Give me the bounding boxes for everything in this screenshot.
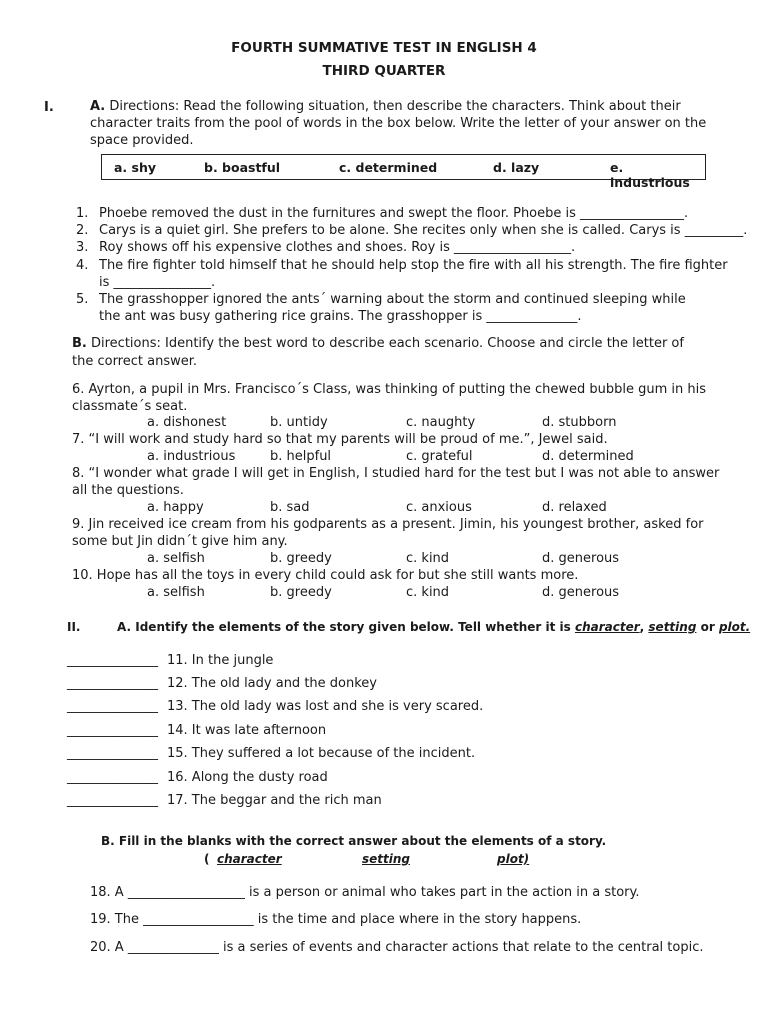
question-text: classmate´s seat. (72, 399, 188, 414)
word-pool-box (101, 154, 706, 190)
question-text: Roy shows off his expensive clothes and shoes. Roy is __________________. (99, 240, 576, 255)
question-text: Carys is a quiet girl. She prefers to be alone. She recites only when she is called. Carys is _________. (99, 223, 748, 238)
choice: d. relaxed (542, 500, 607, 515)
choice: a. selfish (147, 551, 205, 566)
directions-text: Directions: Read the following situation, then describe the characters. Think about their (105, 99, 681, 114)
word-option: b. boastful (204, 160, 281, 175)
list-item: 13. The old lady was lost and she is very scared. (167, 699, 484, 714)
choice: b. untidy (270, 415, 328, 430)
question-text: Phoebe removed the dust in the furnitures and swept the floor. Phoebe is ________________. (99, 206, 689, 221)
choice: c. kind (406, 551, 450, 566)
item-number: 5. (76, 292, 89, 307)
fill-in-item: 18. A __________________ is a person or animal who takes part in the action in a story. (90, 885, 640, 900)
part-two-a-directions (117, 619, 750, 636)
word-option: d. lazy (493, 160, 540, 175)
section-label: A. (90, 99, 106, 114)
answer-blank: ______________ (67, 653, 158, 668)
choice: c. grateful (406, 449, 473, 464)
list-item: 17. The beggar and the rich man (167, 793, 382, 808)
question-text: 9. Jin received ice cream from his godparents as a present. Jimin, his youngest brother, asked for (72, 517, 704, 532)
test-subtitle: THIRD QUARTER (322, 63, 446, 79)
item-number: 4. (76, 258, 89, 273)
part-two-b-directions: B. Fill in the blanks with the correct answer about the elements of a story. (101, 834, 607, 848)
answer-blank: ______________ (67, 699, 158, 714)
list-item: 15. They suffered a lot because of the incident. (167, 746, 476, 761)
choice: b. helpful (270, 449, 332, 464)
part-one-b-directions (72, 335, 684, 352)
list-item: 14. It was late afternoon (167, 723, 327, 738)
option-plot: plot) (497, 852, 530, 866)
choice: a. dishonest (147, 415, 227, 430)
directions-text: A. Identify the elements of the story given below. Tell whether it is (117, 620, 575, 634)
test-title: FOURTH SUMMATIVE TEST IN ENGLISH 4 (231, 40, 537, 56)
question-text: 7. “I will work and study hard so that my parents will be proud of me.”, Jewel said. (72, 432, 608, 447)
question-text: The fire fighter told himself that he should help stop the fire with all his strength. The fire fighter (99, 258, 728, 273)
option-setting: setting (648, 620, 697, 634)
question-text: 8. “I wonder what grade I will get in English, I studied hard for the test but I was not able to answer (72, 466, 720, 481)
option-plot: plot. (718, 620, 751, 634)
list-item: 11. In the jungle (167, 653, 274, 668)
question-text: the ant was busy gathering rice grains. The grasshopper is ______________. (99, 309, 582, 324)
fill-in-item: 20. A ______________ is a series of events and character actions that relate to the central topic. (90, 940, 704, 955)
separator: , (639, 620, 649, 634)
open-paren: ( (204, 852, 210, 866)
word-option: e. industrious (610, 160, 690, 190)
directions-text: character traits from the pool of words in the box below. Write the letter of your answer on the (90, 116, 707, 131)
directions-text: space provided. (90, 133, 194, 148)
list-item: 12. The old lady and the donkey (167, 676, 377, 691)
word-option: c. determined (339, 160, 438, 175)
item-number: 3. (76, 240, 89, 255)
answer-blank: ______________ (67, 770, 158, 785)
question-text: some but Jin didn´t give him any. (72, 534, 288, 549)
separator: or (696, 620, 719, 634)
directions-text: Directions: Identify the best word to describe each scenario. Choose and circle the letter of (86, 336, 684, 351)
choice: d. stubborn (542, 415, 617, 430)
choice: c. anxious (406, 500, 472, 515)
choice: a. industrious (147, 449, 236, 464)
option-setting: setting (362, 852, 410, 866)
section-label: B. (72, 336, 87, 351)
choice: b. greedy (270, 585, 332, 600)
question-text: 10. Hope has all the toys in every child could ask for but she still wants more. (72, 568, 579, 583)
choice: d. generous (542, 585, 620, 600)
choice: b. sad (270, 500, 310, 515)
choice: b. greedy (270, 551, 332, 566)
choice: d. determined (542, 449, 634, 464)
choice: d. generous (542, 551, 620, 566)
list-item: 16. Along the dusty road (167, 770, 328, 785)
question-text: is _______________. (99, 275, 216, 290)
option-character: character (217, 852, 282, 866)
item-number: 2. (76, 223, 89, 238)
choice: a. happy (147, 500, 204, 515)
directions-text: the correct answer. (72, 354, 198, 369)
answer-blank: ______________ (67, 746, 158, 761)
choice: a. selfish (147, 585, 205, 600)
word-option: a. shy (114, 160, 157, 175)
part-one-a-directions (90, 98, 681, 115)
fill-in-item: 19. The _________________ is the time and place where in the story happens. (90, 912, 582, 927)
item-number: 1. (76, 206, 89, 221)
part-two-numeral: II. (67, 620, 81, 634)
part-one-numeral: I. (44, 100, 54, 115)
answer-blank: ______________ (67, 793, 158, 808)
answer-blank: ______________ (67, 676, 158, 691)
question-text: 6. Ayrton, a pupil in Mrs. Francisco´s Class, was thinking of putting the chewed bubble gum in his (72, 382, 707, 397)
option-character: character (574, 620, 640, 634)
question-text: The grasshopper ignored the ants´ warning about the storm and continued sleeping while (99, 292, 686, 307)
choice: c. kind (406, 585, 450, 600)
question-text: all the questions. (72, 483, 184, 498)
choice: c. naughty (406, 415, 476, 430)
answer-blank: ______________ (67, 723, 158, 738)
